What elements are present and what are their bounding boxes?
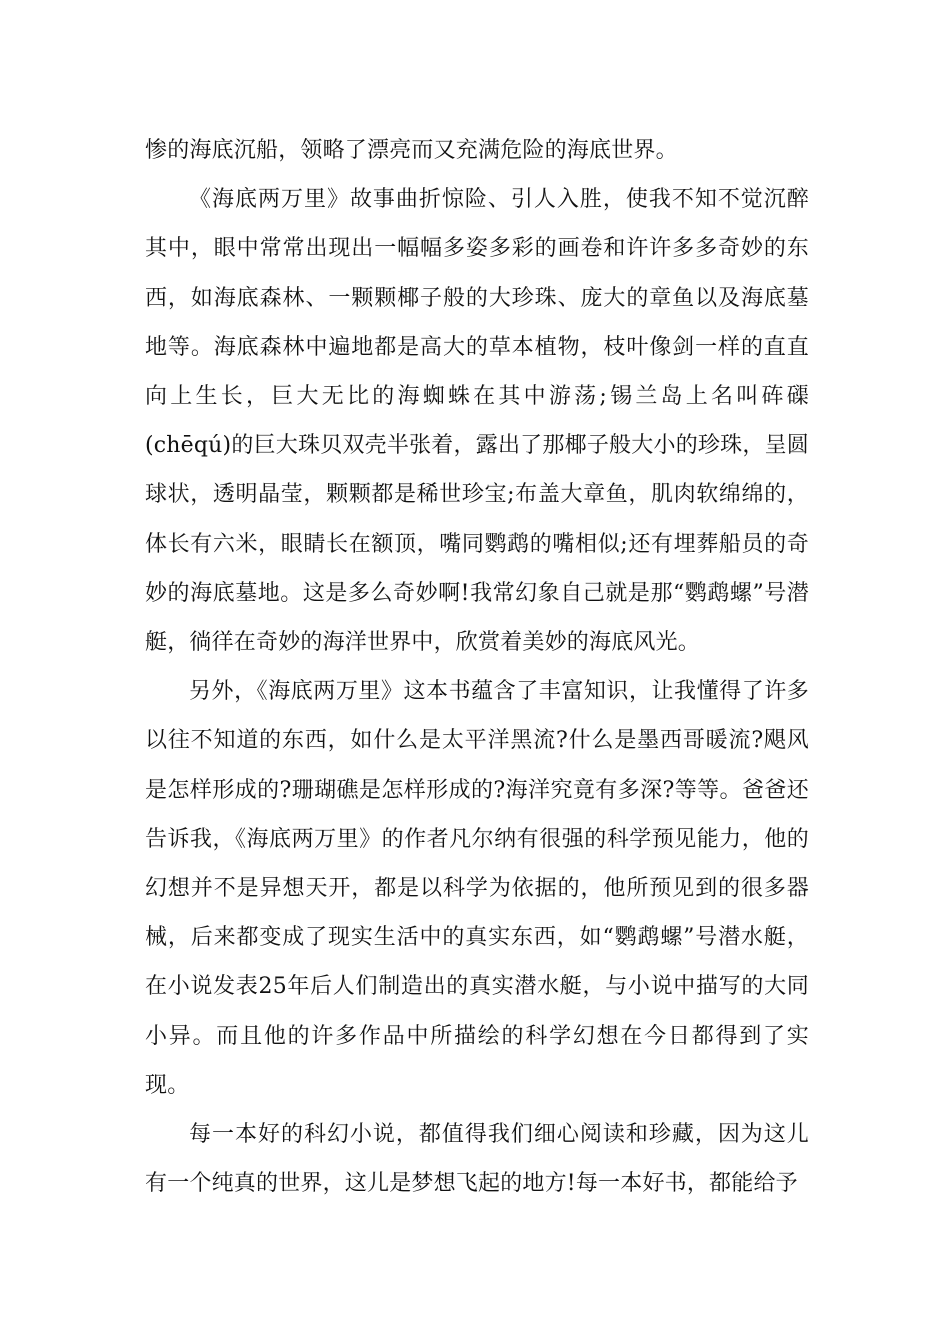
paragraph-knowledge: 另外，《海底两万里》这本书蕴含了丰富知识，让我懂得了许多以往不知道的东西，如什么是太平洋黑流?什么是墨西哥暖流?飓风是怎样形成的?珊瑚礁是怎样形成的?海洋究竟有多深?等等。爸爸还告诉我，《海底两万里》的作者凡尔纳有很强的科学预见能力，他的幻想并不是异想天开，都是以科学为依据的，他所预见到的很多器械，后来都变成了现实生活中的真实东西，如“鹦鹉螺”号潜水艇，在小说发表25年后人们制造出的真实潜水艇，与小说中描写的大同小异。而且他的许多作品中所描绘的科学幻想在今日都得到了实现。 <box>145 679 809 1098</box>
paragraph-story-wonders: 《海底两万里》故事曲折惊险、引人入胜，使我不知不觉沉醉其中，眼中常常出现出一幅幅多姿多彩的画卷和许许多多奇妙的东西，如海底森林、一颗颗椰子般的大珍珠、庞大的章鱼以及海底墓地等。海底森林中遍地都是高大的草本植物，枝叶像剑一样的直直向上生长，巨大无比的海蜘蛛在其中游荡;锡兰岛上名叫砗磲(chēqú)的巨大珠贝双壳半张着，露出了那椰子般大小的珍珠，呈圆球状，透明晶莹，颗颗都是稀世珍宝;布盖大章鱼，肌肉软绵绵的，体长有六米，眼睛长在额顶，嘴同鹦鹉的嘴相似;还有埋葬船员的奇妙的海底墓地。这是多么奇妙啊!我常幻象自己就是那“鹦鹉螺”号潜艇，徜徉在奇妙的海洋世界中，欣赏着美妙的海底风光。 <box>145 187 809 656</box>
paragraph-conclusion: 每一本好的科幻小说，都值得我们细心阅读和珍藏，因为这儿有一个纯真的世界，这儿是梦想飞起的地方!每一本好书，都能给予 <box>145 1122 809 1197</box>
paragraph-continued: 惨的海底沉船，领略了漂亮而又充满危险的海底世界。 <box>145 138 678 163</box>
body-text <box>145 126 809 1208</box>
